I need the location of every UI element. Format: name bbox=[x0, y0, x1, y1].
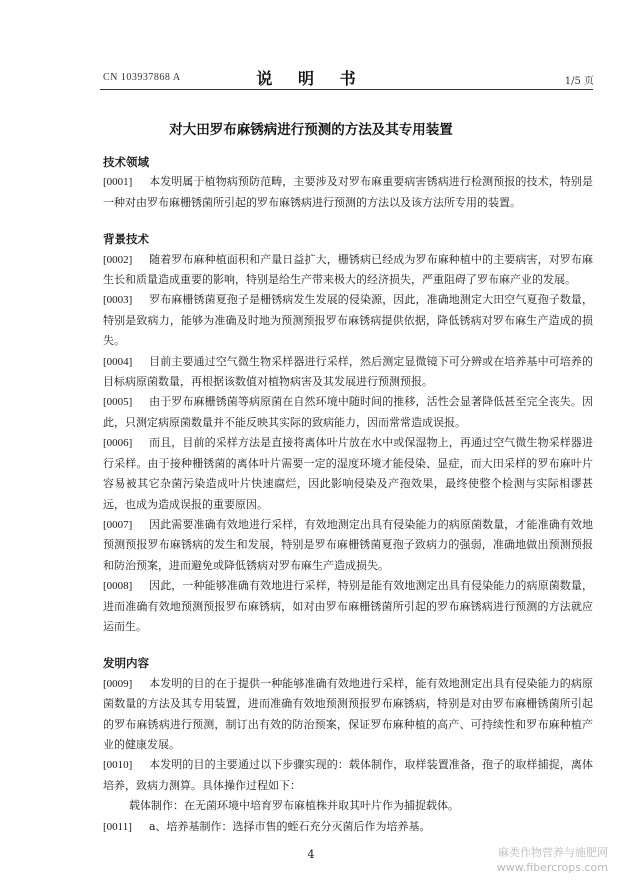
header-rule bbox=[100, 89, 593, 90]
paragraph-text: 本发明属于植物病预防范畴，主要涉及对罗布麻重要病害锈病进行检测预报的技术，特别是一种对由罗布麻栅锈菌所引起的罗布麻锈病进行预测的方法以及该方法所专用的装置。 bbox=[103, 175, 593, 209]
paragraph-text: 由于罗布麻栅锈菌等病原菌在自然环境中随时间的推移，活性会显著降低甚至完全丧失。因此，只测定病原菌数量并不能反映其实际的致病能力，因而常常造成误报。 bbox=[103, 395, 593, 429]
paragraph-number: [0011] bbox=[103, 820, 132, 833]
paragraph bbox=[103, 250, 593, 291]
paragraph-text: a、培养基制作：选择市售的蛭石充分灭菌后作为培养基。 bbox=[149, 819, 431, 833]
paragraph-number: [0004] bbox=[103, 355, 133, 368]
paragraph bbox=[103, 755, 593, 796]
paragraph-number: [0003] bbox=[103, 294, 133, 307]
paragraph bbox=[103, 674, 593, 756]
paragraph bbox=[103, 172, 593, 213]
paragraph-number: [0007] bbox=[103, 518, 133, 531]
watermark bbox=[497, 845, 608, 875]
paragraph bbox=[103, 392, 593, 433]
watermark-url: www.fibercrops.com bbox=[496, 861, 608, 874]
section-heading: 背景技术 bbox=[103, 232, 149, 247]
paragraph-number: [0010] bbox=[103, 759, 133, 772]
paragraph-text: 目前主要通过空气微生物采样器进行采样，然后测定显微镜下可分辨或在培养基中可培养的目标病原菌数量，再根据该数值对植物病害及其发展进行预测预报。 bbox=[103, 354, 593, 389]
paragraph-number: [0001] bbox=[103, 176, 133, 189]
paragraph-text: 因此，一种能够准确有效地进行采样，特别是能有效地测定出具有侵染能力的病原菌数量，进而准确有效地预测预报罗布麻锈病，如对由罗布麻栅锈菌所引起的罗布麻锈病进行预测的方法就应运而生。 bbox=[103, 579, 593, 633]
paragraph-number: [0008] bbox=[103, 580, 133, 593]
paragraph-text: 随着罗布麻种植面积和产量日益扩大，栅锈病已经成为罗布麻种植中的主要病害，对罗布麻生长和质量造成重要的影响，特别是给生产带来极大的经济损失，严重阻碍了罗布麻产业的发展。 bbox=[103, 252, 593, 287]
section-heading: 发明内容 bbox=[103, 656, 149, 671]
indented-line: 载体制作：在无菌环境中培育罗布麻植株并取其叶片作为捕捉载体。 bbox=[129, 799, 459, 813]
paragraph-text: 本发明的目的在于提供一种能够准确有效地进行采样，能有效地测定出具有侵染能力的病原菌数量的方法及其专用装置，进而准确有效地预测预报罗布麻锈病，特别是对由罗布麻栅锈菌所引起的罗布麻锈病进行预测，制订出有效的防治预案，保证罗布麻种植的高产、可持续性和罗布麻种植产业的健康发展。 bbox=[103, 676, 593, 751]
paragraph-text: 而且，目前的采样方法是直接将离体叶片放在水中或保湿物上，再通过空气微生物采样器进行采样。由于接种栅锈菌的离体叶片需要一定的湿度环境才能侵染、显症，而大田采样的罗布麻叶片容易被其它杂菌污染造成叶片快速腐烂，因此影响侵染及产孢效果，最终使整个检测与实际相谬甚远，也成为造成误报的重要原因。 bbox=[103, 436, 593, 511]
paragraph bbox=[103, 290, 593, 351]
patent-number: CN 103937868 A bbox=[103, 72, 181, 83]
document-type: 说 明 书 bbox=[256, 69, 366, 88]
paragraph bbox=[103, 817, 593, 837]
document-body bbox=[103, 152, 593, 837]
watermark-line: 麻类作物营养与施肥网 bbox=[498, 846, 608, 859]
paragraph-number: [0009] bbox=[103, 677, 133, 690]
paragraph-text: 本发明的目的主要通过以下步骤实现的：载体制作，取样装置准备，孢子的取样捕捉，离体培养，致病力测算。具体操作过程如下： bbox=[103, 758, 593, 792]
paragraph bbox=[103, 515, 593, 576]
paragraph-text: 因此需要准确有效地进行采样，有效地测定出具有侵染能力的病原菌数量，才能准确有效地预测预报罗布麻锈病的发生和发展，特别是罗布麻栅锈菌夏孢子致病力的强弱，准确地做出预测预报和防治预案，进而避免或降低锈病对罗布麻生产造成损失。 bbox=[103, 517, 593, 572]
page-info: 1/5 页 bbox=[564, 76, 594, 87]
paragraph-number: [0002] bbox=[103, 253, 133, 266]
paragraph-number: [0005] bbox=[103, 396, 133, 409]
paragraph bbox=[103, 433, 593, 515]
paragraph-number: [0006] bbox=[103, 437, 133, 450]
section-heading: 技术领域 bbox=[103, 155, 149, 169]
paragraph bbox=[103, 352, 593, 393]
document-title: 对大田罗布麻锈病进行预测的方法及其专用装置 bbox=[169, 122, 453, 138]
paragraph bbox=[103, 576, 593, 637]
page-number: 4 bbox=[307, 848, 315, 861]
paragraph-text: 罗布麻栅锈菌夏孢子是栅锈病发生发展的侵染源，因此，准确地测定大田空气夏孢子数量，特别是致病力，能够为准确及时地为预测预报罗布麻锈病提供依据，降低锈病对罗布麻生产造成的损失。 bbox=[103, 293, 593, 348]
